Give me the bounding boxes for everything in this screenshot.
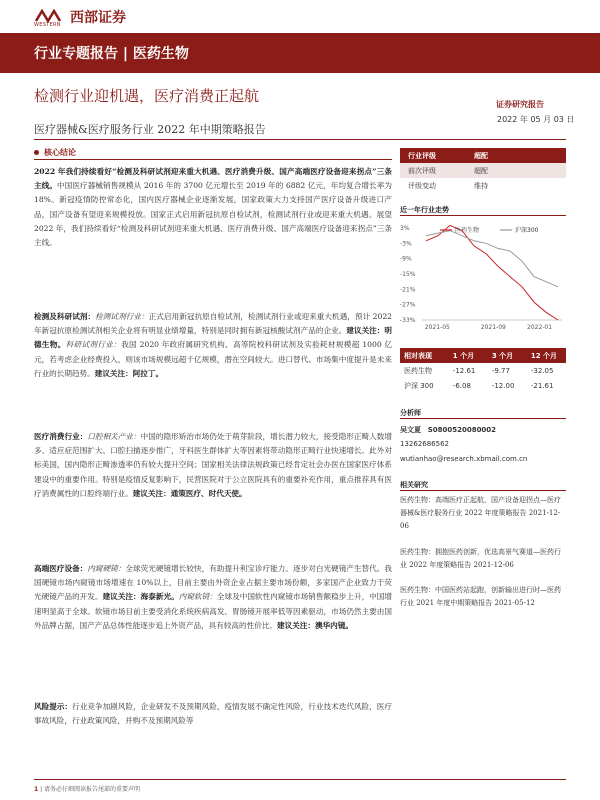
device-suggest2: 建议关注：澳华内镜。 bbox=[277, 620, 353, 630]
perf-header-row bbox=[400, 348, 566, 363]
risk-text: 行业竞争加剧风险，企业研发不及预期风险，疫情发展不确定性风险，行业技术迭代风险，医疗事故风险，行业政策风险，并购不及预期风险等 bbox=[34, 702, 393, 726]
legend-label: 沪深300 bbox=[515, 227, 539, 234]
header-band bbox=[0, 33, 600, 73]
analyst-email[interactable]: wutianhao@research.xbmail.com.cn bbox=[400, 455, 528, 463]
perf-row-value: -12.61 bbox=[452, 366, 476, 375]
intro-bold: 2022 年我们持续看好“检测及科研试剂迎来重大机遇、医疗消费升级、国产高端医疗设备迎来拐点”三条主线。 bbox=[34, 167, 392, 191]
rating-change-label: 评级变动 bbox=[408, 181, 436, 190]
consumer-sub: 口腔相关产业： bbox=[87, 432, 141, 441]
consumer-text: 中国的隐形矫治市场仍处于萌芽阶段，增长潜力较大，接受隐形正畸人数增多、适应症范围扩大、口腔扫描逐步推广，牙科医生群体扩大等因素将带动隐形正畸行业快速增长。此外对标美国，国内隐形正畸渗透率仍有较大提升空间；国家相关法律法规政策已经肯定社会办医在国家医疗体系建设中的重要作用。特别是疫情反复影响下，民营医院对于公立医院具有的重要补充作用，重点推荐具有医疗消费属性的口腔终端行业。 bbox=[34, 432, 393, 498]
perf-row-value: -21.61 bbox=[530, 381, 554, 390]
consumer-paragraph bbox=[34, 430, 392, 501]
device-paragraph bbox=[34, 562, 392, 633]
x-tick-label: 2021-09 bbox=[480, 324, 506, 331]
trend-divider bbox=[400, 215, 566, 216]
rating-header-row bbox=[400, 148, 566, 163]
risk-paragraph bbox=[34, 700, 392, 728]
y-tick-label: 3% bbox=[400, 225, 410, 232]
footer-disclaimer: 请务必仔细阅读报告尾部的重要声明 bbox=[44, 786, 141, 793]
device-sub2: 内窥软镜： bbox=[178, 592, 217, 602]
analyst-name-line bbox=[400, 425, 566, 435]
brand-en: WESTERN bbox=[34, 22, 61, 28]
related-divider bbox=[400, 490, 566, 491]
trend-chart bbox=[400, 220, 566, 338]
rating-prev-value: 超配 bbox=[474, 166, 488, 175]
intro-rest: 中国医疗器械销售规模从 2016 年的 3700 亿元增长至 2019 年的 6882 亿元，年均复合增长率为 18%。新冠疫情防控常态化，国内医疗器械企业逐渐发展，国家政策大力支持国产医疗设备升级进口产品，国产设备有望迎来规模投放。国家正式启用新冠抗原自检试剂，检测试剂行业或迎来重大机遇。展望 2022 年，我们持续看好“检测及科研试剂迎来重大机遇、医疗消费升级、国产高端医疗设备迎来拐点”三条主线。 bbox=[34, 181, 392, 248]
trend-title: 近一年行业走势 bbox=[400, 206, 449, 214]
device-sub1: 内窥硬镜： bbox=[87, 564, 126, 573]
analyst-cert: S0800520080002 bbox=[427, 426, 497, 434]
perf-head-1m: 1 个月 bbox=[452, 351, 475, 360]
perf-head-label: 相对表现 bbox=[404, 351, 432, 360]
bullet-icon bbox=[34, 150, 39, 155]
related-item[interactable]: 医药生物：高端医疗正起航，国产设备迎拐点—医疗器械&医疗服务行业 2022 年度策略报告 2021-12-06 bbox=[400, 496, 561, 530]
device-text2: 全球及中国软性内窥镜市场销售额稳步上升，中国增速明显高于全球。软镜市场目前主要受消化系统疾病高发、胃肠镜开展率低等因素驱动，市场仍然主要由国外品牌占据，国产产品总体性能逐步追上外资产品，具有较高的性价比。 bbox=[34, 592, 393, 630]
perf-row-value: -12.00 bbox=[491, 381, 515, 390]
x-tick-label: 2022-01 bbox=[527, 324, 553, 331]
perf-head-3m: 3 个月 bbox=[491, 351, 514, 360]
main-title: 检测行业迎机遇，医疗消费正起航 bbox=[34, 87, 260, 105]
y-tick-label: -15% bbox=[400, 271, 416, 278]
device-lead: 高端医疗设备： bbox=[34, 564, 88, 573]
rating-change-value: 维持 bbox=[474, 181, 488, 190]
testing-paragraph bbox=[34, 310, 392, 381]
perf-head-12m: 12 个月 bbox=[530, 351, 558, 360]
rating-prev-label: 前次评级 bbox=[408, 166, 436, 175]
analyst-divider bbox=[400, 418, 566, 419]
series-line-hs300 bbox=[426, 231, 558, 287]
x-tick-label: 2021-05 bbox=[424, 324, 450, 331]
title-divider bbox=[34, 139, 566, 140]
testing-text2: 我国 2020 年政府属研究机构、高等院校科研试剂及实验耗材规模超 1000 亿元，若考虑企业经费投入，则该市场规模远超千亿规模，潜在空间较大。进口替代、市场集中度提升是未来行业的长期趋势。 bbox=[34, 340, 393, 378]
device-text1: 全球荧光硬镜增长较快，有助提升利宝诊疗能力。逐步对白光硬镜产生替代。我国硬镜市场内窥镜市场增速在 10%以上，目前主要由外资企业占据主要市场份额，多家国产企业致力于荧光硬镜产品的开发。 bbox=[34, 564, 393, 602]
device-suggest1: 建议关注：海泰新光。 bbox=[102, 592, 179, 602]
analyst-title: 分析师 bbox=[400, 409, 421, 417]
analyst-name: 吴文夏 bbox=[400, 426, 421, 434]
testing-text1: 正式启用新冠抗原自检试剂，检测试剂行业或迎来重大机遇，预计 2022 年新冠抗原检测试剂相关企业将有明显业绩增量，特别是同时拥有新冠核酸试剂产品的企业。 bbox=[34, 312, 393, 336]
perf-row-label: 沪深 300 bbox=[404, 381, 434, 390]
brand-logo bbox=[34, 6, 126, 28]
perf-row-label: 医药生物 bbox=[404, 366, 432, 375]
perf-row-value: -9.77 bbox=[491, 366, 510, 375]
series-line-pharma bbox=[426, 225, 558, 320]
related-item[interactable]: 医药生物：拥抱医药创新，优选高景气赛道—医药行业 2022 年度策略报告 2021-12-06 bbox=[400, 548, 561, 569]
intro-paragraph bbox=[34, 165, 392, 250]
analyst-phone: 13262686562 bbox=[400, 440, 449, 448]
perf-row bbox=[400, 378, 566, 393]
logo-icon bbox=[34, 8, 64, 26]
rating-label: 行业评级 bbox=[408, 151, 436, 160]
testing-suggest2: 建议关注：阿拉丁。 bbox=[94, 368, 164, 378]
footer-divider bbox=[34, 779, 566, 780]
report-category: 行业专题报告 | 医药生物 bbox=[34, 46, 189, 62]
perf-row-value: -6.08 bbox=[452, 381, 471, 390]
rating-prev-row bbox=[400, 163, 566, 178]
testing-lead: 检测及科研试剂： bbox=[34, 312, 96, 321]
y-tick-label: -33% bbox=[400, 317, 416, 324]
risk-lead: 风险提示： bbox=[34, 702, 73, 711]
testing-sub1: 检测试剂行业： bbox=[95, 312, 149, 321]
perf-row-value: -32.05 bbox=[530, 366, 554, 375]
testing-sub2: 科研试剂行业： bbox=[65, 340, 122, 350]
footer: 1 | 请务必仔细阅读报告尾部的重要声明 bbox=[34, 786, 141, 793]
report-date: 2022 年 05 月 03 日 bbox=[497, 115, 575, 124]
rating-value: 超配 bbox=[474, 151, 488, 160]
consumer-suggest: 建议关注：通策医疗、时代天使。 bbox=[132, 488, 247, 498]
testing-suggest1: 建议关注：明德生物。 bbox=[34, 326, 393, 350]
page-number: 1 bbox=[34, 786, 39, 793]
y-tick-label: -3% bbox=[400, 240, 412, 248]
sub-title: 医疗器械&医疗服务行业 2022 年中期策略报告 bbox=[34, 123, 266, 136]
rating-change-row bbox=[400, 178, 566, 193]
related-title: 相关研究 bbox=[400, 481, 428, 489]
perf-row bbox=[400, 363, 566, 378]
related-item[interactable]: 医药生物：中国医药站起跑，创新输出进行时—医药行业 2021 年度中期策略报告 2021-05-12 bbox=[400, 586, 561, 607]
brand-cn: 西部证券 bbox=[70, 10, 126, 26]
core-section-title bbox=[34, 147, 76, 158]
y-tick-label: -27% bbox=[400, 301, 416, 309]
y-tick-label: -9% bbox=[400, 255, 412, 263]
y-tick-label: -21% bbox=[400, 286, 416, 294]
core-divider bbox=[34, 159, 392, 160]
consumer-lead: 医疗消费行业： bbox=[34, 432, 88, 441]
legend-label: 医药生物 bbox=[455, 227, 480, 234]
report-type: 证券研究报告 bbox=[496, 100, 544, 109]
core-title-text: 核心结论 bbox=[44, 148, 76, 157]
